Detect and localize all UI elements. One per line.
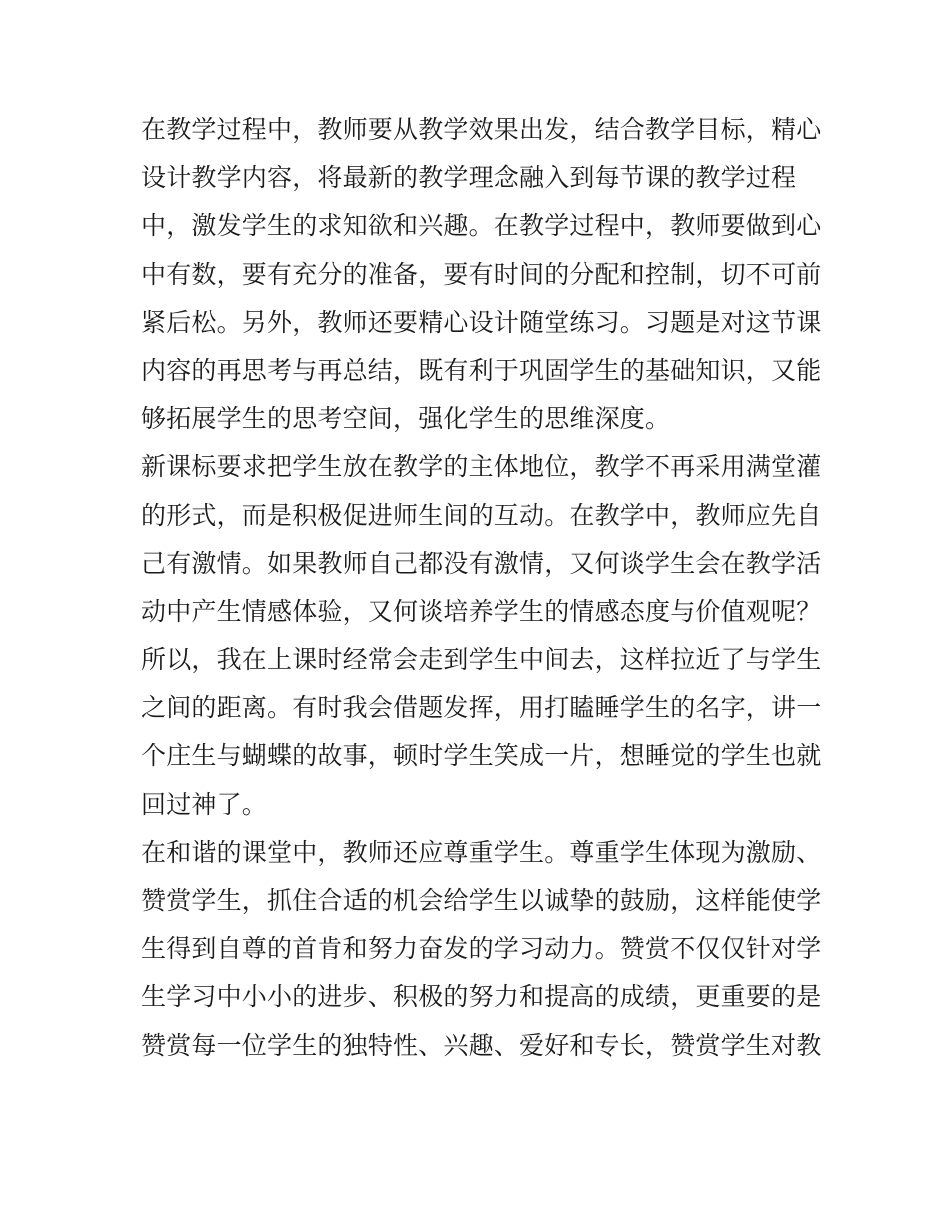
text-line: 的形式，而是积极促进师生间的互动。在教学中，教师应先自 bbox=[141, 500, 822, 530]
text-line: 中，激发学生的求知欲和兴趣。在教学过程中，教师要做到心 bbox=[141, 211, 822, 241]
text-line: 在教学过程中，教师要从教学效果出发，结合教学目标，精心 bbox=[141, 115, 822, 144]
body-text bbox=[141, 106, 821, 1070]
text-line: 生学习中小小的进步、积极的努力和提高的成绩，更重要的是 bbox=[141, 982, 822, 1012]
text-line: 够拓展学生的思考空间，强化学生的思维深度。 bbox=[141, 404, 671, 434]
text-line: 中有数，要有充分的准备，要有时间的分配和控制，切不可前 bbox=[141, 259, 822, 289]
text-line: 内容的再思考与再总结，既有利于巩固学生的基础知识，又能 bbox=[141, 355, 822, 385]
text-line: 之间的距离。有时我会借题发挥，用打瞌睡学生的名字，讲一 bbox=[141, 693, 822, 723]
text-line: 赞赏每一位学生的独特性、兴趣、爱好和专长，赞赏学生对教 bbox=[141, 1030, 822, 1060]
text-line: 回过神了。 bbox=[141, 789, 268, 819]
text-line: 设计教学内容，将最新的教学理念融入到每节课的教学过程 bbox=[141, 163, 797, 193]
text-line: 新课标要求把学生放在教学的主体地位，教学不再采用满堂灌 bbox=[141, 452, 822, 482]
text-line: 个庄生与蝴蝶的故事，顿时学生笑成一片，想睡觉的学生也就 bbox=[141, 741, 822, 771]
text-line: 紧后松。另外，教师还要精心设计随堂练习。习题是对这节课 bbox=[141, 307, 822, 337]
text-line: 赞赏学生，抓住合适的机会给学生以诚挚的鼓励，这样能使学 bbox=[141, 886, 822, 915]
text-line: 所以，我在上课时经常会走到学生中间去，这样拉近了与学生 bbox=[141, 645, 822, 675]
text-line: 己有激情。如果教师自己都没有激情，又何谈学生会在教学活 bbox=[141, 548, 822, 578]
text-line: 生得到自尊的首肯和努力奋发的学习动力。赞赏不仅仅针对学 bbox=[141, 934, 822, 964]
text-line: 动中产生情感体验，又何谈培养学生的情感态度与价值观呢？ bbox=[141, 596, 822, 626]
text-line: 在和谐的课堂中，教师还应尊重学生。尊重学生体现为激励、 bbox=[141, 837, 822, 867]
